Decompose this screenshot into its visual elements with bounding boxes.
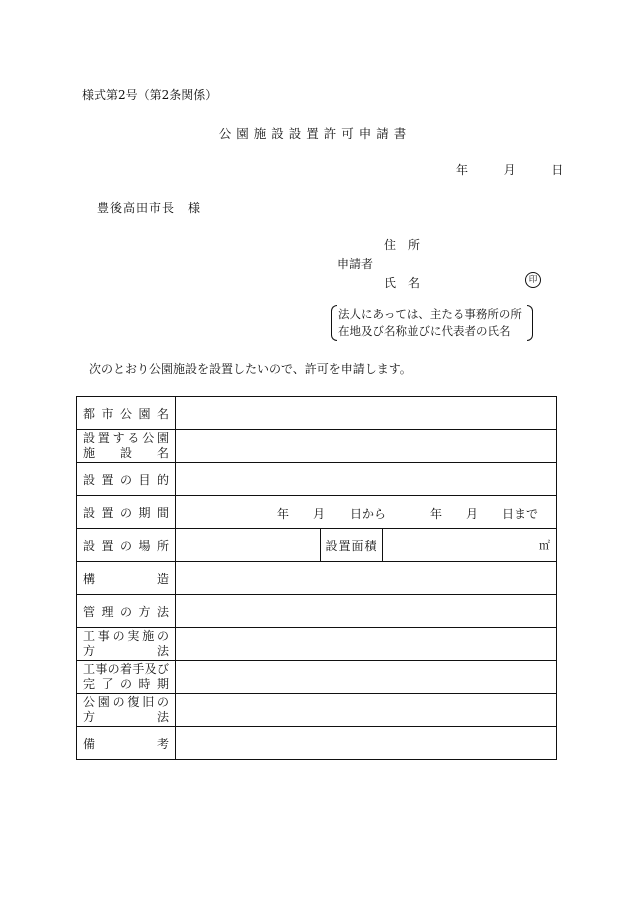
- label-char: 公: [83, 695, 96, 709]
- intro-text: 次のとおり公園施設を設置したいので、許可を申請します。: [89, 362, 412, 376]
- label-char: 施: [142, 629, 155, 643]
- table-row: [77, 430, 557, 463]
- label-char: 的: [156, 472, 169, 487]
- right-bracket: [527, 305, 533, 341]
- label-char: 考: [156, 736, 169, 751]
- application-table: [76, 396, 557, 760]
- label-char: 間: [156, 505, 169, 520]
- purpose-field[interactable]: [176, 463, 557, 496]
- date-line: [456, 161, 563, 178]
- label-char: 法: [156, 604, 169, 619]
- label-char: 方: [83, 710, 96, 724]
- area-unit[interactable]: ㎡: [383, 529, 557, 562]
- management-label: [77, 595, 176, 628]
- table-row: [77, 628, 557, 661]
- label-char: 管: [83, 604, 96, 619]
- date-year: 年: [456, 163, 469, 177]
- label-char: 事: [95, 662, 108, 676]
- table-row: [77, 496, 557, 529]
- table-row: [77, 727, 557, 760]
- label-char: の: [107, 662, 120, 676]
- label-char: び: [156, 662, 169, 676]
- construction-method-field[interactable]: [176, 628, 557, 661]
- table-row: [77, 562, 557, 595]
- label-char: 公: [142, 431, 155, 445]
- restoration-method-field[interactable]: [176, 694, 557, 727]
- label-char: 所: [156, 538, 169, 553]
- table-row: [77, 595, 557, 628]
- label-char: 造: [156, 571, 169, 586]
- period-to-year: 年: [430, 507, 443, 521]
- label-char: 工: [83, 662, 96, 676]
- label-char: 完: [83, 677, 96, 691]
- label-char: 園: [138, 406, 151, 421]
- label-char: の: [119, 472, 132, 487]
- period-label: [77, 496, 176, 529]
- management-field[interactable]: [176, 595, 557, 628]
- form-title: 公園施設設置許可申請書: [218, 126, 412, 141]
- label-char: 場: [138, 538, 151, 553]
- label-char: の: [119, 677, 132, 691]
- label-char: 園: [156, 431, 169, 445]
- restoration-method-label: [77, 694, 176, 727]
- label-char: の: [112, 695, 125, 709]
- label-text: [83, 695, 169, 710]
- name-label: 氏 名: [384, 276, 421, 290]
- label-text: [83, 537, 169, 554]
- label-char: の: [119, 538, 132, 553]
- label-char: る: [127, 431, 140, 445]
- applicant-label: 申請者: [337, 257, 374, 271]
- label-char: 都: [83, 406, 96, 421]
- facility-name-label: [77, 430, 176, 463]
- label-char: 及: [144, 662, 157, 676]
- label-char: 実: [127, 629, 140, 643]
- label-char: の: [156, 629, 169, 643]
- form-number: 様式第2号（第2条関係）: [82, 88, 218, 102]
- label-char: 公: [119, 406, 132, 421]
- park-name-field[interactable]: [176, 397, 557, 430]
- corporation-note: [331, 305, 533, 341]
- location-label: [77, 529, 176, 562]
- area-label: 設置面積: [321, 529, 383, 562]
- label-text: [83, 446, 169, 461]
- label-char: 市: [101, 406, 114, 421]
- label-char: 置: [101, 472, 114, 487]
- label-char: の: [112, 629, 125, 643]
- corporation-note-line2: 在地及び名称並びに代表者の氏名: [338, 324, 511, 338]
- label-char: 目: [138, 472, 151, 487]
- address-label: 住 所: [384, 238, 421, 252]
- seal-mark: 印: [525, 272, 541, 288]
- period-from-month: 月: [313, 507, 326, 521]
- period-from-day: 日から: [350, 507, 387, 521]
- facility-name-field[interactable]: [176, 430, 557, 463]
- label-char: す: [112, 431, 125, 445]
- remarks-field[interactable]: [176, 727, 557, 760]
- period-to-month: 月: [466, 507, 479, 521]
- label-text: [83, 471, 169, 488]
- period-field[interactable]: [176, 496, 557, 529]
- table-row: [77, 397, 557, 430]
- location-field[interactable]: [176, 529, 321, 562]
- table-row: [77, 694, 557, 727]
- construction-timing-field[interactable]: [176, 661, 557, 694]
- label-char: 理: [101, 604, 114, 619]
- label-char: 工: [83, 629, 96, 643]
- label-text: [83, 603, 169, 620]
- remarks-label: [77, 727, 176, 760]
- date-month: 月: [503, 163, 516, 177]
- period-to-day: 日まで: [502, 507, 539, 521]
- label-char: 設: [83, 505, 96, 520]
- corporation-note-line1: 法人にあっては、主たる事務所の所: [338, 307, 522, 321]
- label-text: [83, 677, 169, 692]
- label-text: [83, 405, 169, 422]
- label-text: [83, 662, 169, 677]
- label-text: [83, 644, 169, 659]
- date-day: 日: [551, 163, 564, 177]
- label-char: 置: [97, 431, 110, 445]
- label-char: の: [119, 604, 132, 619]
- structure-label: [77, 562, 176, 595]
- label-char: 期: [156, 677, 169, 691]
- label-char: 復: [127, 695, 140, 709]
- label-char: 着: [119, 662, 132, 676]
- label-char: 法: [156, 710, 169, 724]
- park-name-label: [77, 397, 176, 430]
- label-char: 手: [132, 662, 145, 676]
- label-char: 法: [156, 644, 169, 658]
- label-text: [83, 504, 169, 521]
- label-char: 設: [83, 472, 96, 487]
- label-char: 名: [156, 446, 169, 460]
- structure-field[interactable]: [176, 562, 557, 595]
- label-char: 構: [83, 571, 96, 586]
- label-char: の: [156, 695, 169, 709]
- label-text: [83, 570, 169, 587]
- label-char: 了: [101, 677, 114, 691]
- label-char: 期: [138, 505, 151, 520]
- label-char: 方: [83, 644, 96, 658]
- table-row: [77, 529, 557, 562]
- label-char: 方: [138, 604, 151, 619]
- purpose-label: [77, 463, 176, 496]
- construction-timing-label: [77, 661, 176, 694]
- label-char: 施: [83, 446, 96, 460]
- label-char: 園: [97, 695, 110, 709]
- construction-method-label: [77, 628, 176, 661]
- label-char: の: [119, 505, 132, 520]
- label-text: [83, 629, 169, 644]
- period-from-year: 年: [277, 507, 290, 521]
- label-text: [83, 431, 169, 446]
- label-char: 旧: [142, 695, 155, 709]
- label-char: 置: [101, 538, 114, 553]
- label-char: 備: [83, 736, 96, 751]
- addressee: 豊後高田市長 様: [97, 201, 202, 215]
- label-text: [83, 710, 169, 725]
- label-char: 事: [97, 629, 110, 643]
- label-text: [83, 735, 169, 752]
- table-row: [77, 463, 557, 496]
- label-char: 設: [83, 538, 96, 553]
- label-char: 置: [101, 505, 114, 520]
- label-char: 設: [119, 446, 132, 460]
- label-char: 名: [156, 406, 169, 421]
- left-bracket: [331, 305, 337, 341]
- table-row: [77, 661, 557, 694]
- label-char: 時: [138, 677, 151, 691]
- label-char: 設: [83, 431, 96, 445]
